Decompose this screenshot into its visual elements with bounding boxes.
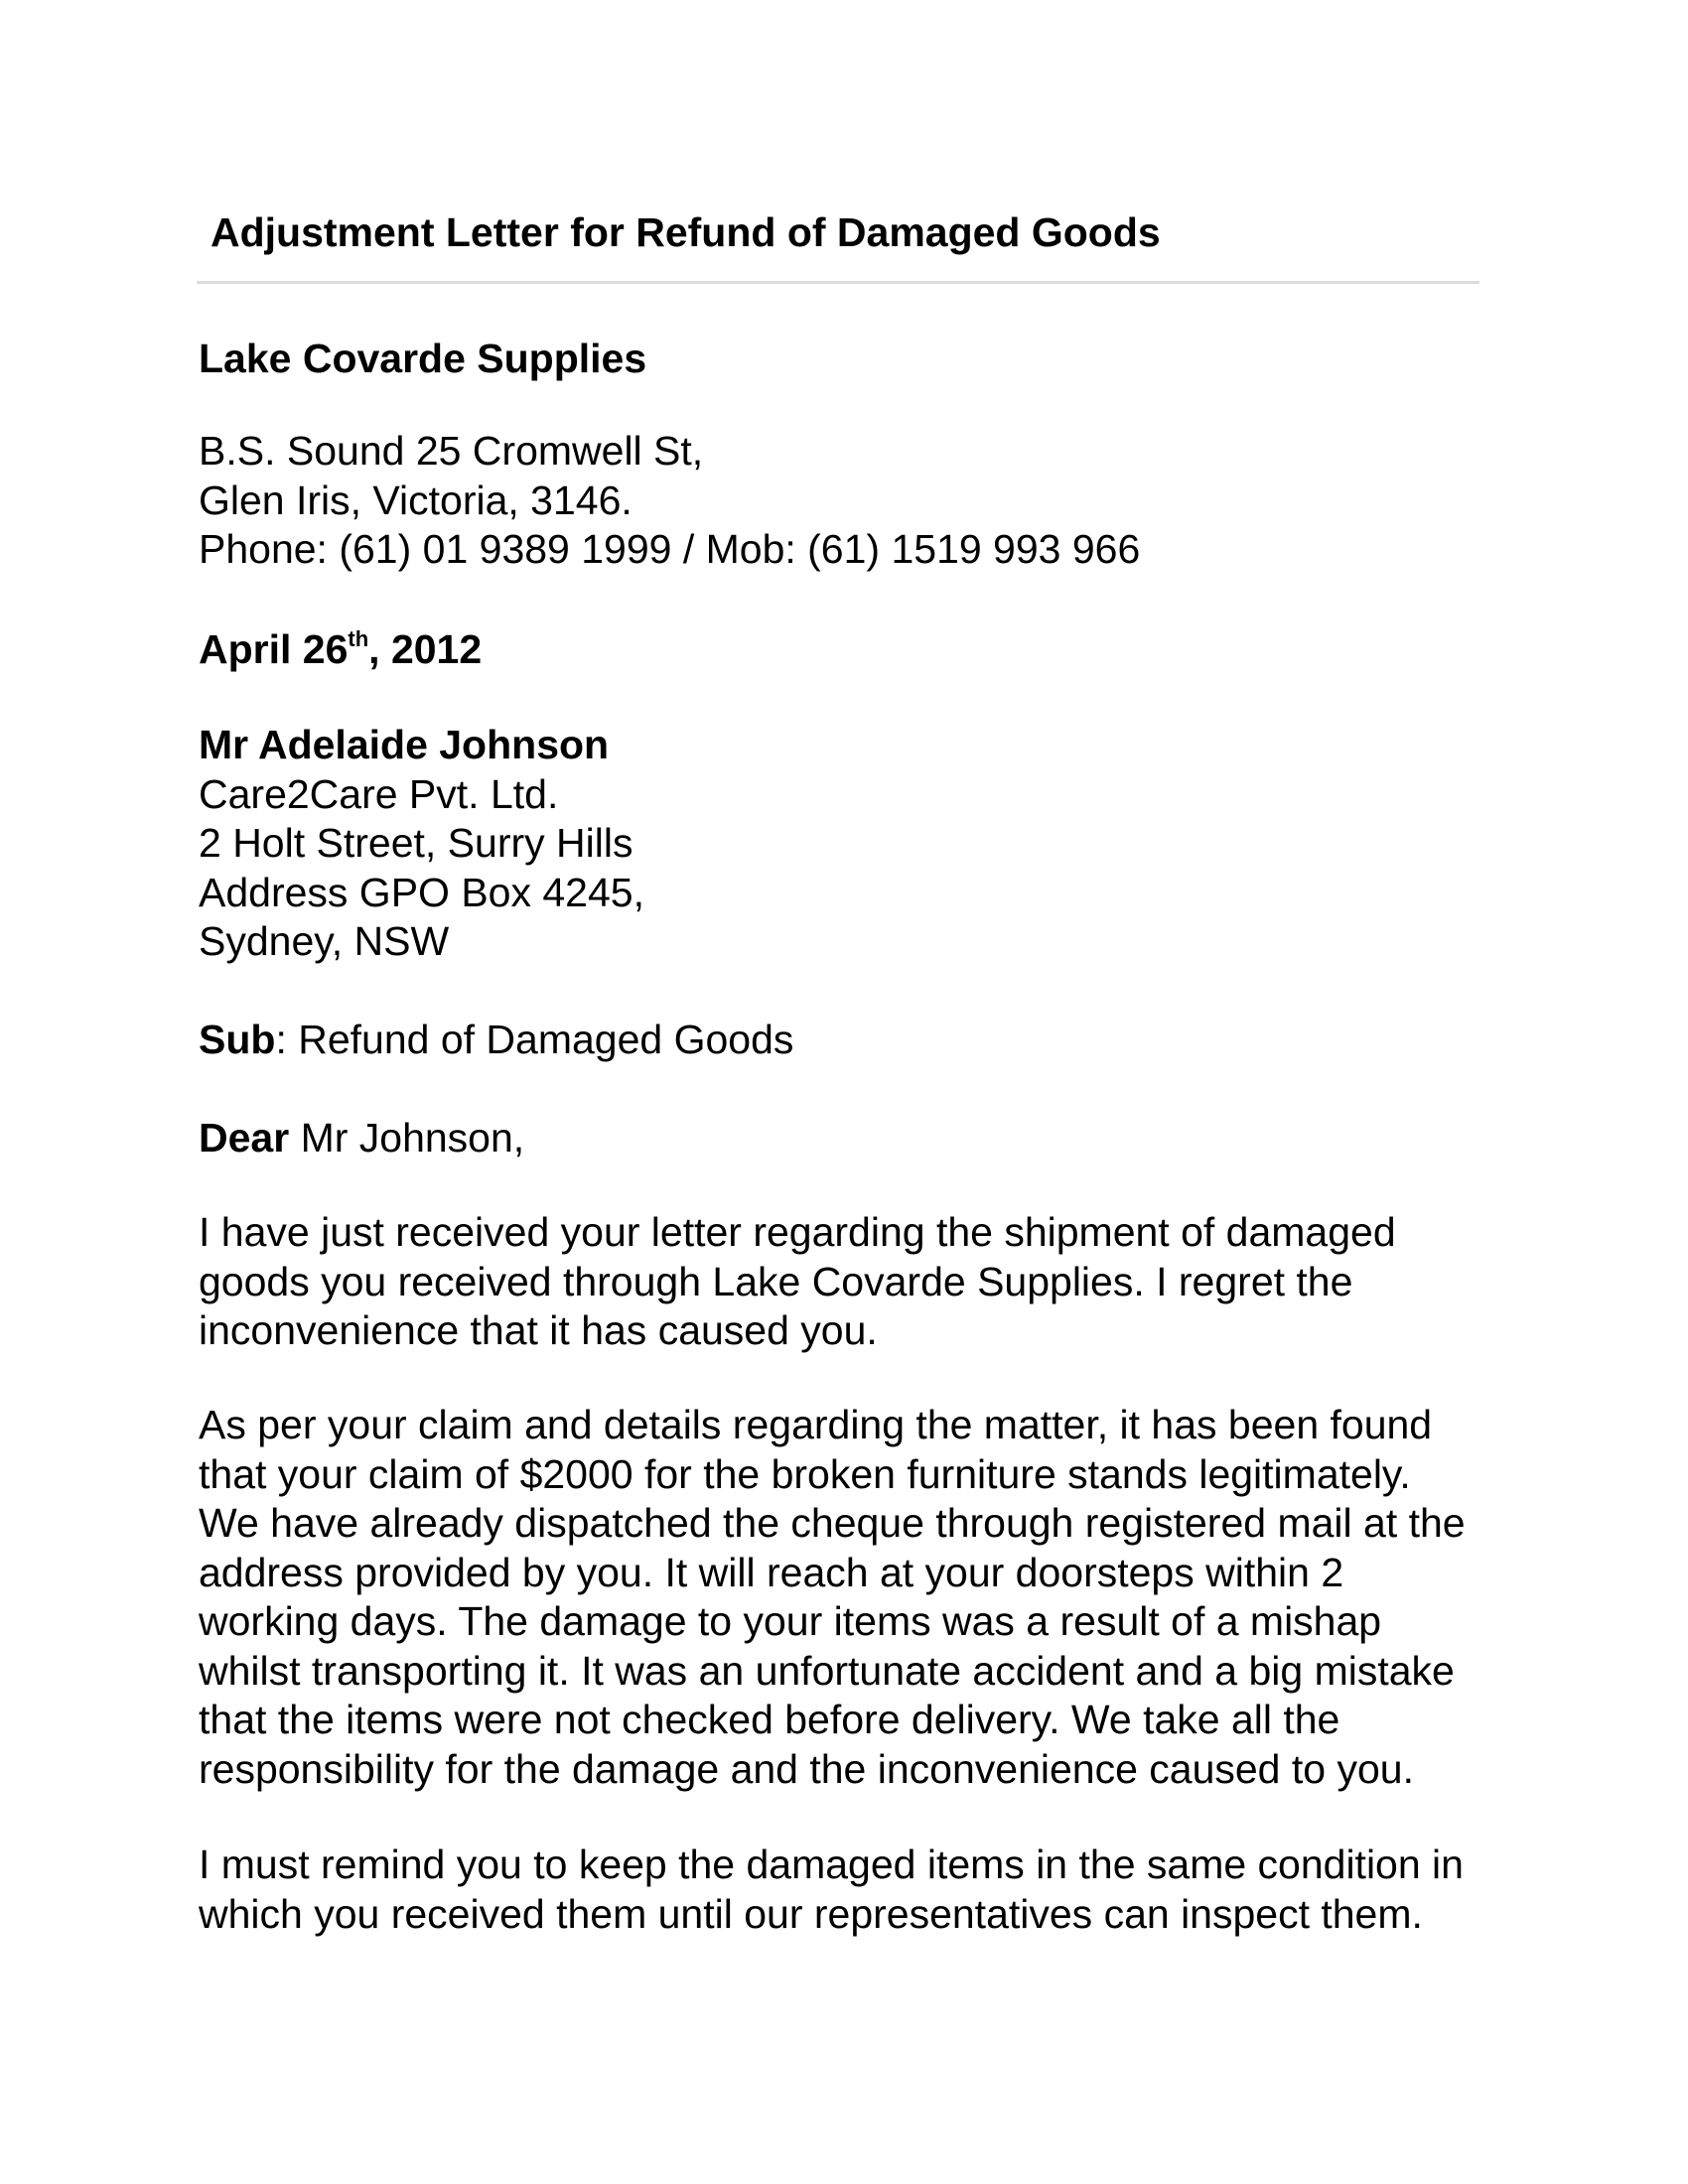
body-paragraph-3 bbox=[199, 1841, 1464, 1939]
date-month-day: April 26 bbox=[199, 626, 349, 672]
sender-phone: Phone: (61) 01 9389 1999 / Mob: (61) 1519 993 966 bbox=[199, 526, 1141, 572]
paragraph-line: inconvenience that it has caused you. bbox=[199, 1307, 878, 1353]
body-paragraph-2 bbox=[199, 1401, 1466, 1794]
salutation-text: Mr Johnson, bbox=[289, 1115, 525, 1160]
salutation-label: Dear bbox=[199, 1115, 290, 1160]
subject-label: Sub bbox=[199, 1017, 276, 1062]
recipient-address-line: 2 Holt Street, Surry Hills bbox=[199, 820, 633, 866]
paragraph-line: As per your claim and details regarding the matter, it has been found bbox=[199, 1402, 1433, 1447]
salutation bbox=[199, 1114, 524, 1163]
paragraph-line: I have just received your letter regarding the shipment of damaged bbox=[199, 1209, 1396, 1255]
subject-line bbox=[199, 1016, 793, 1065]
paragraph-line: that your claim of $2000 for the broken furniture stands legitimately. bbox=[199, 1450, 1411, 1497]
recipient-block bbox=[199, 721, 644, 967]
subject-text: : Refund of Damaged Goods bbox=[275, 1017, 794, 1062]
paragraph-line: working days. The damage to your items was a result of a mishap bbox=[199, 1598, 1382, 1644]
body-paragraph-1 bbox=[199, 1208, 1396, 1356]
recipient-address-line: Sydney, NSW bbox=[199, 918, 450, 964]
paragraph-line: that the items were not checked before delivery. We take all the bbox=[199, 1697, 1340, 1742]
sender-address-line: Glen Iris, Victoria, 3146. bbox=[199, 477, 633, 523]
letter-date bbox=[199, 625, 482, 675]
paragraph-line: I must remind you to keep the damaged items in the same condition in bbox=[199, 1842, 1464, 1887]
paragraph-line: goods you received through Lake Covarde Supplies. I regret the bbox=[199, 1258, 1353, 1304]
paragraph-line: which you received them until our representatives can inspect them. bbox=[199, 1890, 1423, 1937]
sender-address bbox=[199, 427, 1140, 575]
recipient-address-line: Care2Care Pvt. Ltd. bbox=[199, 770, 559, 817]
recipient-address-line: Address GPO Box 4245, bbox=[199, 869, 644, 915]
paragraph-line: responsibility for the damage and the inconvenience caused to you. bbox=[199, 1745, 1414, 1792]
sender-address-line: B.S. Sound 25 Cromwell St, bbox=[199, 428, 704, 474]
document-title: Adjustment Letter for Refund of Damaged Goods bbox=[211, 209, 1161, 255]
paragraph-line: address provided by you. It will reach at your doorsteps within 2 bbox=[199, 1549, 1344, 1595]
date-ordinal-suffix: th bbox=[348, 626, 369, 651]
sender-company: Lake Covarde Supplies bbox=[199, 336, 647, 381]
title-divider bbox=[197, 281, 1479, 284]
recipient-name: Mr Adelaide Johnson bbox=[199, 722, 610, 767]
date-year: , 2012 bbox=[368, 626, 483, 672]
paragraph-line: We have already dispatched the cheque through registered mail at the bbox=[199, 1500, 1466, 1546]
paragraph-line: whilst transporting it. It was an unfortunate accident and a big mistake bbox=[199, 1647, 1455, 1694]
